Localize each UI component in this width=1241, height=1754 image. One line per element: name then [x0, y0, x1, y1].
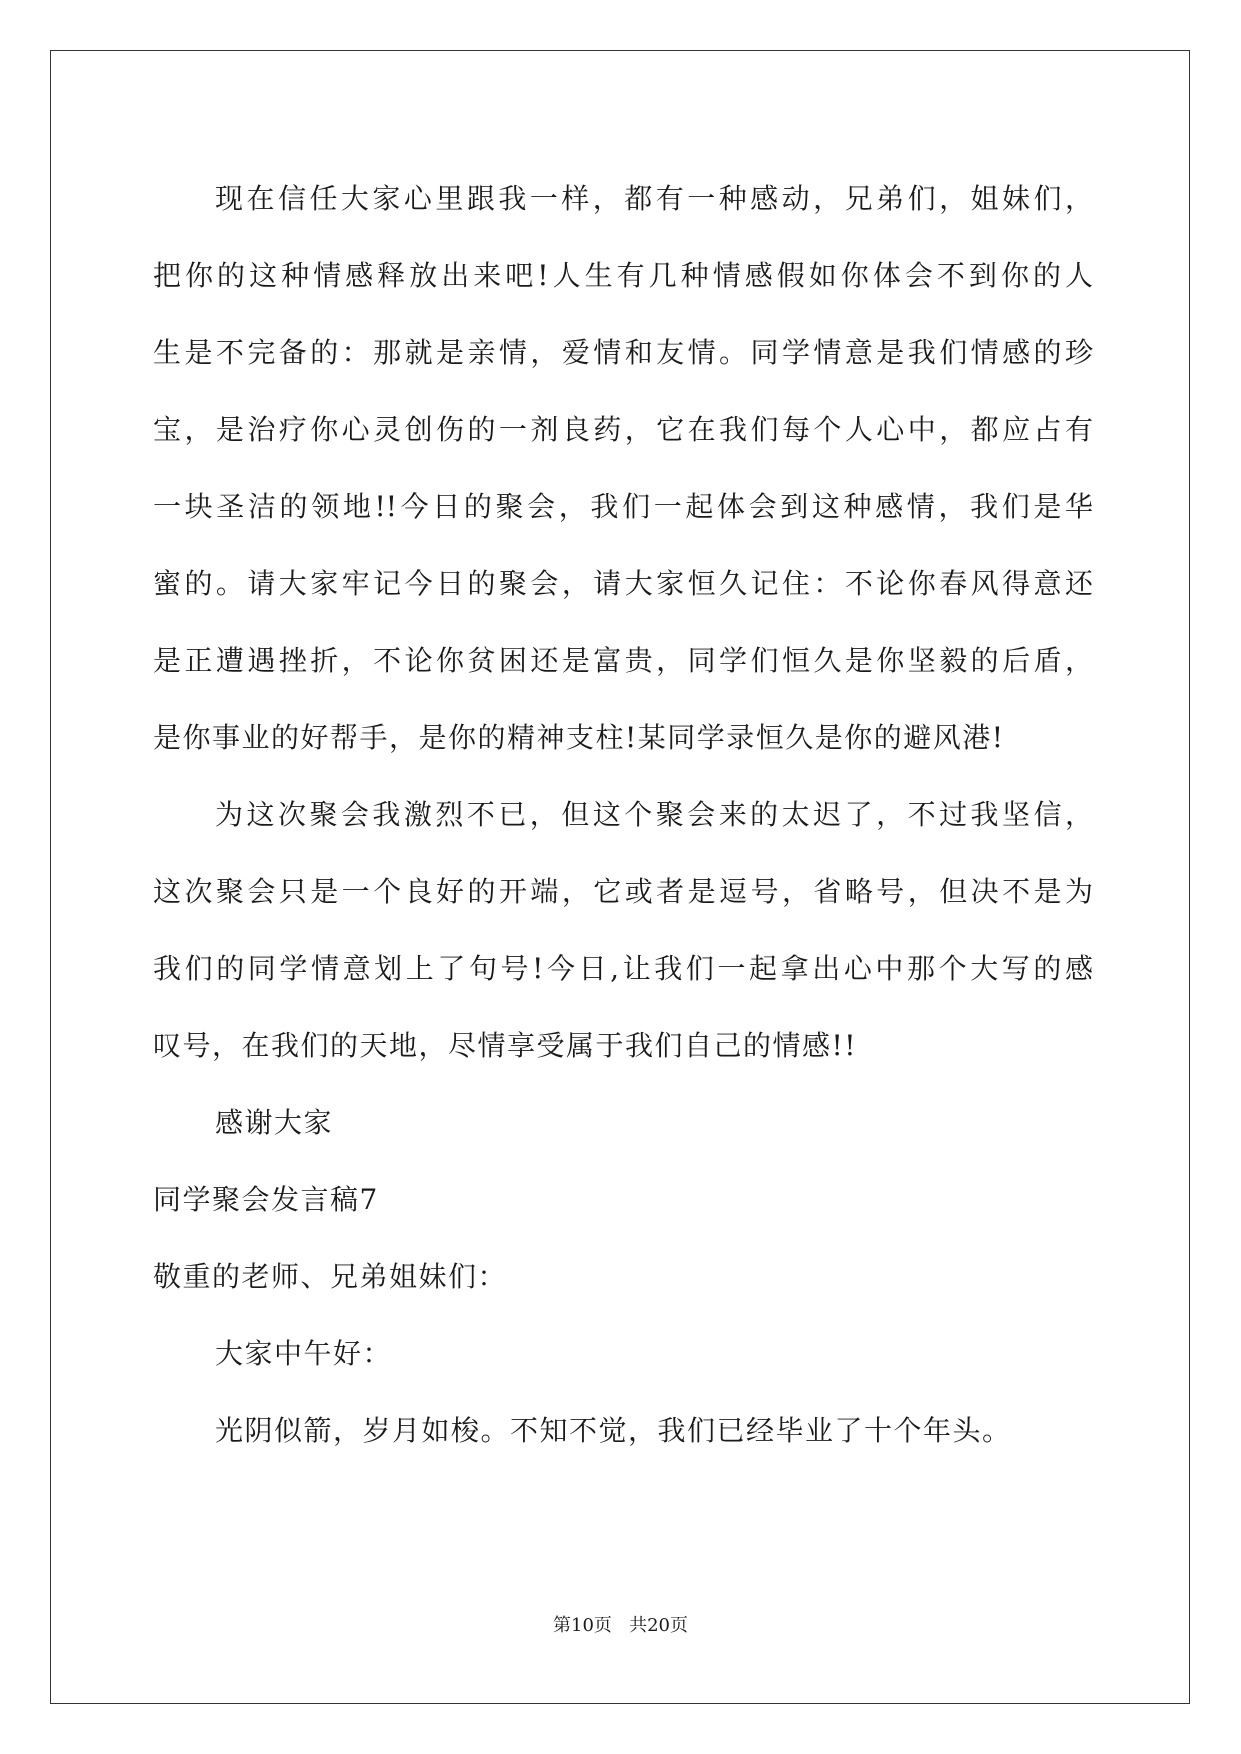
paragraph-1-line-5: 一块圣洁的领地!!今日的聚会，我们一起体会到这种感情，我们是华 [153, 490, 1093, 523]
last-paragraph: 光阴似箭，岁月如梭。不知不觉，我们已经毕业了十个年头。 [215, 1414, 1012, 1447]
section-title: 同学聚会发言稿7 [153, 1183, 379, 1216]
greeting: 大家中午好： [215, 1337, 393, 1370]
paragraph-1-line-6: 蜜的。请大家牢记今日的聚会，请大家恒久记住：不论你春风得意还 [153, 567, 1093, 600]
paragraph-1-line-4: 宝，是治疗你心灵创伤的一剂良药，它在我们每个人心中，都应占有 [153, 413, 1093, 446]
paragraph-1-line-2: 把你的这种情感释放出来吧!人生有几种情感假如你体会不到你的人 [153, 259, 1093, 292]
paragraph-2-line-2: 这次聚会只是一个良好的开端，它或者是逗号，省略号，但决不是为 [153, 875, 1093, 908]
salutation: 敬重的老师、兄弟姐妹们： [153, 1260, 508, 1293]
paragraph-2-line-4: 叹号，在我们的天地，尽情享受属于我们自己的情感!! [153, 1029, 858, 1062]
paragraph-1-line-8: 是你事业的好帮手，是你的精神支柱!某同学录恒久是你的避风港! [153, 721, 1005, 754]
page-number-footer: 第10页 共20页 [553, 1615, 688, 1636]
paragraph-2-line-1: 为这次聚会我激烈不已，但这个聚会来的太迟了，不过我坚信， [215, 798, 1093, 831]
document-body [153, 160, 1093, 1469]
paragraph-1-line-7: 是正遭遇挫折，不论你贫困还是富贵，同学们恒久是你坚毅的后盾， [153, 644, 1093, 677]
paragraph-1-line-3: 生是不完备的：那就是亲情，爱情和友情。同学情意是我们情感的珍 [153, 336, 1093, 369]
paragraph-2-line-3: 我们的同学情意划上了句号!今日,让我们一起拿出心中那个大写的感 [153, 952, 1093, 985]
closing-line: 感谢大家 [215, 1106, 334, 1139]
paragraph-1-line-1: 现在信任大家心里跟我一样，都有一种感动，兄弟们，姐妹们， [215, 182, 1093, 215]
